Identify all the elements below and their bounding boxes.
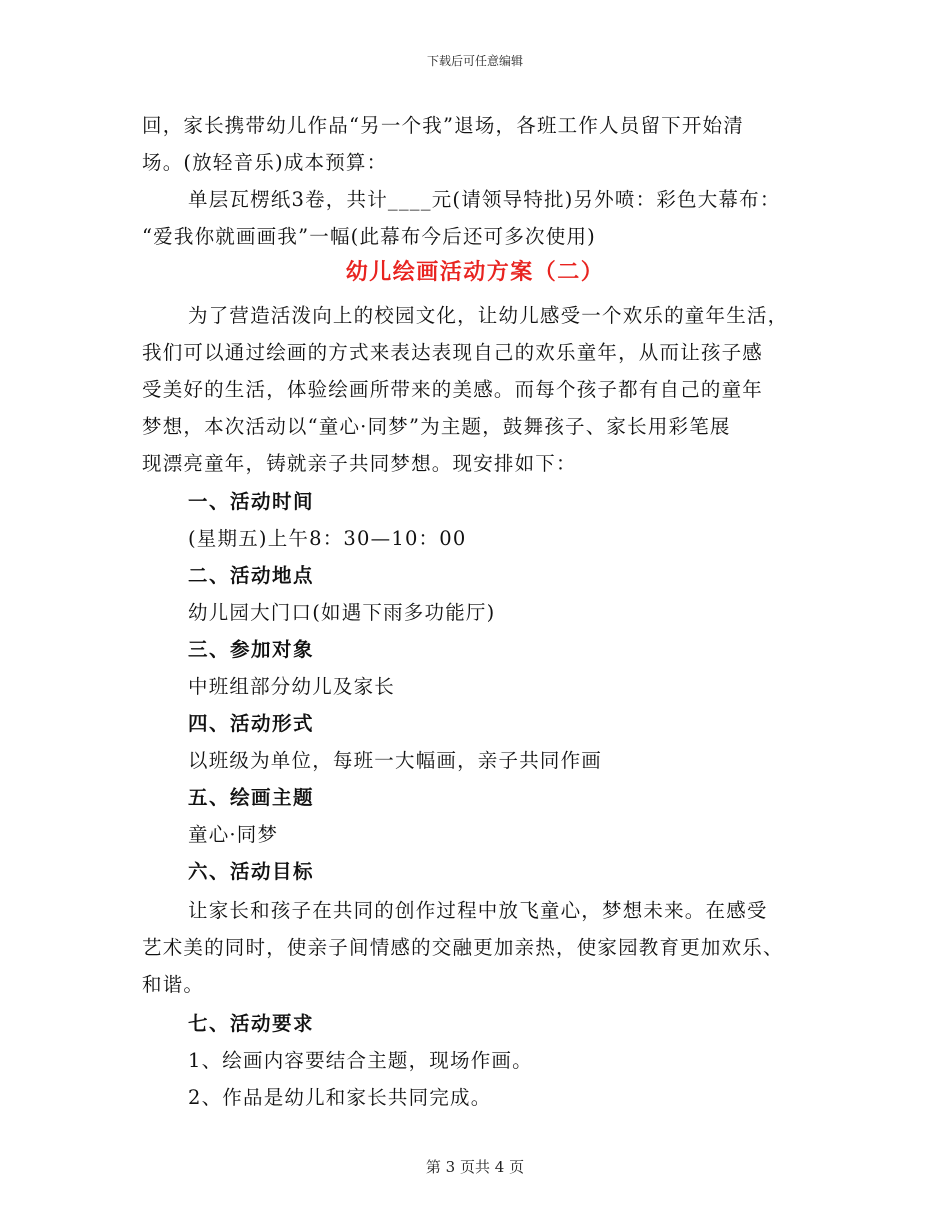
section-body-line: 和谐。 xyxy=(142,973,205,996)
section-body-line: 艺术美的同时，使亲子间情感的交融更加亲热，使家园教育更加欢乐、 xyxy=(142,936,784,959)
prev-text-line: 单层瓦楞纸3卷，共计____元(请领导特批)另外喷：彩色大幕布： xyxy=(188,188,781,211)
page-footer: 第 3 页共 4 页 xyxy=(425,1158,525,1176)
section-body-line: 让家长和孩子在共同的创作过程中放飞童心，梦想未来。在感受 xyxy=(188,899,768,922)
prev-text-line: 场。(放轻音乐)成本预算： xyxy=(142,151,388,174)
prev-text-line: 回，家长携带幼儿作品“另一个我”退场，各班工作人员留下开始清 xyxy=(142,114,744,137)
section-heading: 七、活动要求 xyxy=(188,1012,315,1035)
intro-line: 现漂亮童年，铸就亲子共同梦想。现安排如下： xyxy=(142,452,577,475)
section-body-line: 2、作品是幼儿和家长共同完成。 xyxy=(188,1086,492,1109)
intro-line: 我们可以通过绘画的方式来表达表现自己的欢乐童年，从而让孩子感 xyxy=(142,341,764,364)
intro-line: 受美好的生活，体验绘画所带来的美感。而每个孩子都有自己的童年 xyxy=(142,378,764,401)
section-body-line: (星期五)上午8：30—10：00 xyxy=(188,527,467,550)
section-heading: 二、活动地点 xyxy=(188,564,315,587)
page-header: 下载后可任意编辑 xyxy=(426,54,523,68)
document-title: 幼儿绘画活动方案（二） xyxy=(345,260,605,285)
section-heading: 三、参加对象 xyxy=(188,638,315,661)
section-heading: 四、活动形式 xyxy=(188,712,315,735)
section-body-line: 1、绘画内容要结合主题，现场作画。 xyxy=(188,1049,533,1072)
section-body-line: 幼儿园大门口(如遇下雨多功能厅) xyxy=(188,601,496,624)
intro-line: 为了营造活泼向上的校园文化，让幼儿感受一个欢乐的童年生活， xyxy=(188,304,789,327)
section-body-line: 童心·同梦 xyxy=(188,823,279,846)
section-heading: 五、绘画主题 xyxy=(188,786,315,809)
intro-line: 梦想，本次活动以“童心·同梦”为主题，鼓舞孩子、家长用彩笔展 xyxy=(142,415,731,438)
prev-text-line: “爱我你就画画我”一幅(此幕布今后还可多次使用) xyxy=(142,225,596,248)
section-heading: 六、活动目标 xyxy=(188,860,315,883)
section-heading: 一、活动时间 xyxy=(188,490,315,513)
section-body-line: 以班级为单位，每班一大幅画，亲子共同作画 xyxy=(188,749,603,772)
section-body-line: 中班组部分幼儿及家长 xyxy=(188,675,396,698)
